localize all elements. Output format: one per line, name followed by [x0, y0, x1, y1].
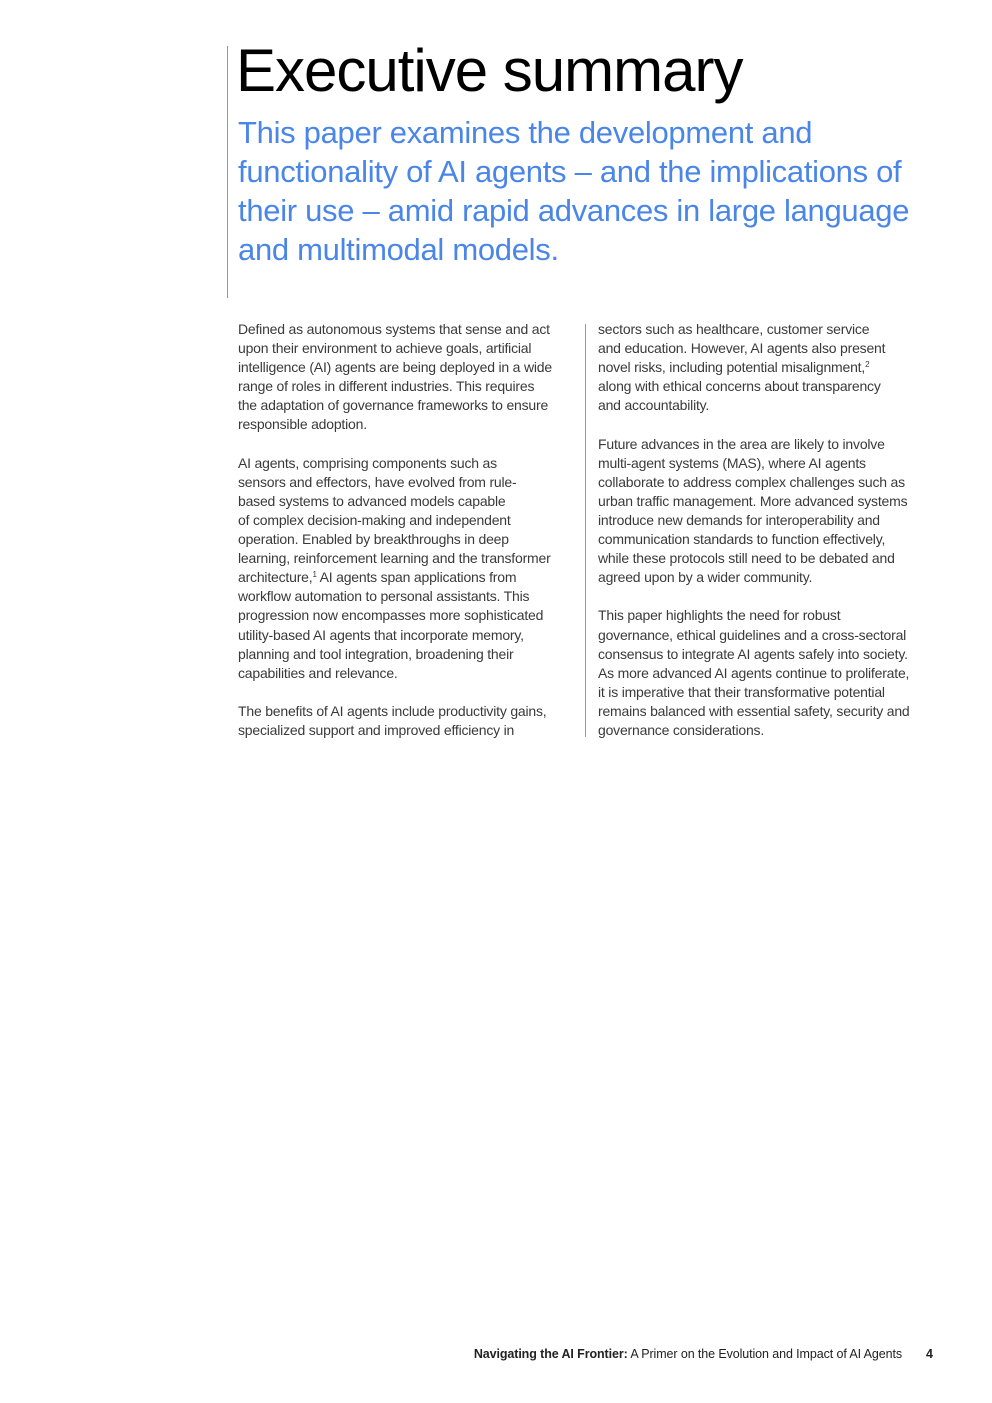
footer-report-title: Navigating the AI Frontier:: [473, 1347, 628, 1361]
text-line: remains balanced with essential safety, security and: [598, 702, 910, 719]
text-line: Future advances in the area are likely to involve: [598, 435, 885, 452]
text-line: agreed upon by a wider community.: [598, 569, 813, 586]
text-line: Defined as autonomous systems that sense and act: [238, 321, 550, 337]
text-line: [598, 358, 940, 377]
right-paragraph-2: [598, 435, 940, 588]
text-line: workflow automation to personal assistants. This: [238, 588, 530, 605]
text-line: This paper highlights the need for robust: [598, 607, 841, 624]
footer-report-subtitle: A Primer on the Evolution and Impact of AI Agents: [627, 1347, 902, 1361]
text-line: collaborate to address complex challenges such as: [598, 473, 905, 490]
text-line: multi-agent systems (MAS), where AI agents: [598, 454, 866, 471]
text-line: AI agents, comprising components such as: [238, 454, 497, 471]
text-line: along with ethical concerns about transparency: [598, 378, 881, 395]
text-line: learning, reinforcement learning and the transformer: [238, 550, 551, 567]
text-line: The benefits of AI agents include productivity gains,: [238, 702, 547, 719]
text-line: As more advanced AI agents continue to proliferate,: [598, 664, 910, 681]
text-line: introduce new demands for interoperability and: [598, 511, 880, 528]
text-line: while these protocols still need to be debated and: [598, 550, 895, 567]
text-line: upon their environment to achieve goals, artificial: [238, 340, 532, 357]
left-paragraph-2: [238, 454, 580, 683]
footnote-ref-1[interactable]: 1: [312, 570, 317, 580]
right-column: [598, 320, 940, 740]
text-line: planning and tool integration, broadening their: [238, 645, 514, 662]
column-divider: [585, 324, 586, 737]
text-segment: AI agents span applications from: [316, 569, 517, 586]
text-line: sensors and effectors, have evolved from rule-: [238, 473, 517, 490]
text-line: the adaptation of governance frameworks to ensure: [238, 397, 549, 414]
header-rule: [227, 46, 228, 298]
text-line: specialized support and improved efficiency in: [238, 721, 515, 738]
text-line: capabilities and relevance.: [238, 664, 398, 681]
page-subtitle: This paper examines the development and functionality of AI agents – and the implications of their use – amid rapid advances in large language and multimodal models.: [238, 115, 910, 267]
text-line: communication standards to function effectively,: [598, 531, 886, 548]
text-line: governance, ethical guidelines and a cross-sectoral: [598, 626, 907, 643]
text-line: progression now encompasses more sophisticated: [238, 607, 544, 624]
running-footer: [474, 1347, 902, 1361]
text-line: of complex decision-making and independent: [238, 511, 511, 528]
page-number: 4: [926, 1347, 933, 1361]
text-line: [238, 568, 580, 587]
text-line: and education. However, AI agents also present: [598, 340, 886, 357]
text-segment: novel risks, including potential misalignment,: [598, 359, 866, 376]
right-paragraph-1: [598, 320, 940, 415]
text-line: governance considerations.: [598, 721, 765, 738]
left-column: [238, 320, 580, 740]
text-line: and accountability.: [598, 397, 710, 414]
text-line: sectors such as healthcare, customer service: [598, 321, 870, 337]
text-line: operation. Enabled by breakthroughs in deep: [238, 531, 509, 548]
text-line: consensus to integrate AI agents safely into society.: [598, 645, 908, 662]
text-line: responsible adoption.: [238, 416, 367, 433]
left-paragraph-1: [238, 320, 580, 435]
text-line: it is imperative that their transformative potential: [598, 683, 885, 700]
page-title: Executive summary: [236, 37, 743, 104]
text-line: utility-based AI agents that incorporate memory,: [238, 626, 524, 643]
text-line: urban traffic management. More advanced systems: [598, 492, 908, 509]
text-segment: architecture,: [238, 569, 313, 586]
right-paragraph-3: [598, 606, 940, 740]
text-line: intelligence (AI) agents are being deployed in a wide: [238, 359, 552, 376]
text-line: based systems to advanced models capable: [238, 492, 506, 509]
text-line: range of roles in different industries. This requires: [238, 378, 535, 395]
left-paragraph-3: [238, 702, 580, 740]
footnote-ref-2[interactable]: 2: [865, 360, 870, 370]
